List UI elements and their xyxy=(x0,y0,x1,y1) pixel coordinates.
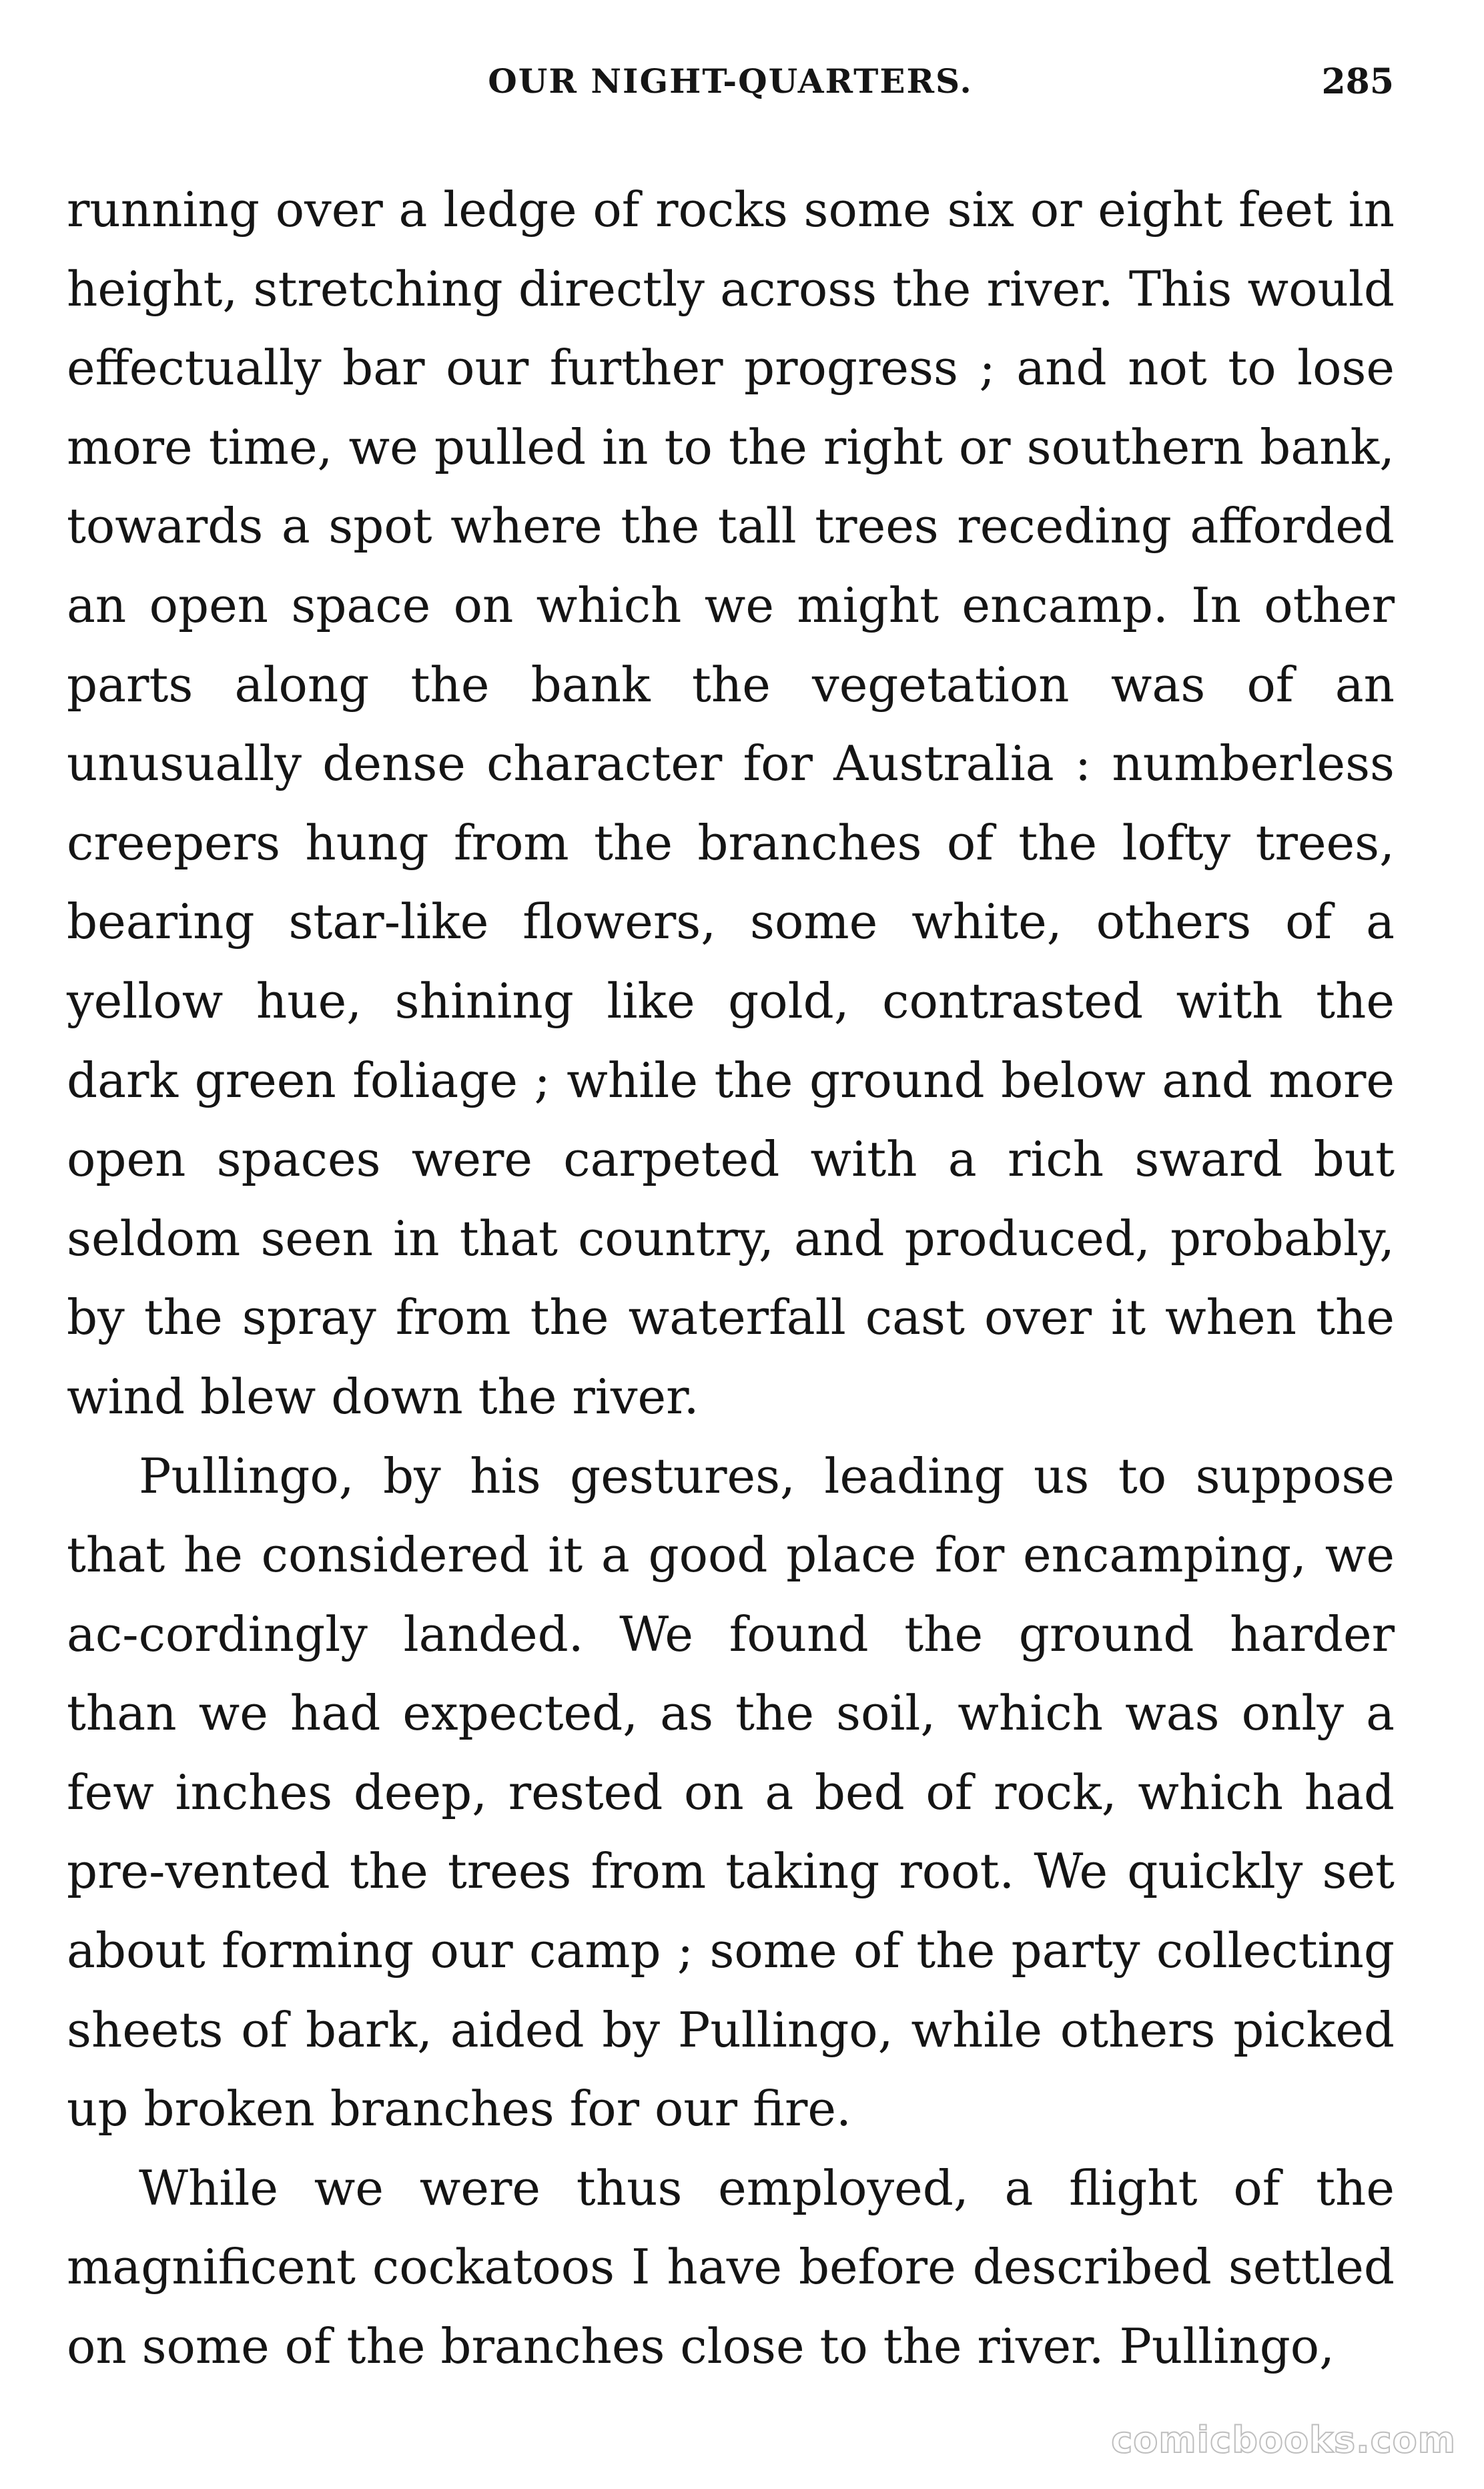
page-header xyxy=(67,61,1394,108)
running-title: OUR NIGHT-QUARTERS. xyxy=(488,61,973,101)
paragraph-3: While we were thus employed, a flight of the magnificent cockatoos I have before described settled on some of the branches close to the river. Pullingo, xyxy=(67,2159,1395,2375)
body-text xyxy=(67,170,1395,2386)
paragraph-2: Pullingo, by his gestures, leading us to suppose that he considered it a good place for encamping, we ac-cordingly landed. We found the ground harder than we had expected, as the soil, which was only a few inches deep, rested on a bed of rock, which had pre-vented the trees from taking root. We quickly set about forming our camp ; some of the party collecting sheets of bark, aided by Pullingo, while others picked up broken branches for our fire. xyxy=(67,1447,1395,2137)
page-number: 285 xyxy=(1321,61,1394,102)
paragraph-1: running over a ledge of rocks some six or eight feet in height, stretching directly across the river. This would effectually bar our further progress ; and not to lose more time, we pulled in to the right or southern bank, towards a spot where the tall trees receding afforded an open space on which we might encamp. In other parts along the bank the vegetation was of an unusually dense character for Australia : numberless creepers hung from the branches of the lofty trees, bearing star-like flowers, some white, others of a yellow hue, shining like gold, contrasted with the dark green foliage ; while the ground below and more open spaces were carpeted with a rich sward but seldom seen in that country, and produced, probably, by the spray from the waterfall cast over it when the wind blew down the river. xyxy=(67,182,1395,1425)
watermark: comicbooks.com xyxy=(1111,2419,1456,2461)
